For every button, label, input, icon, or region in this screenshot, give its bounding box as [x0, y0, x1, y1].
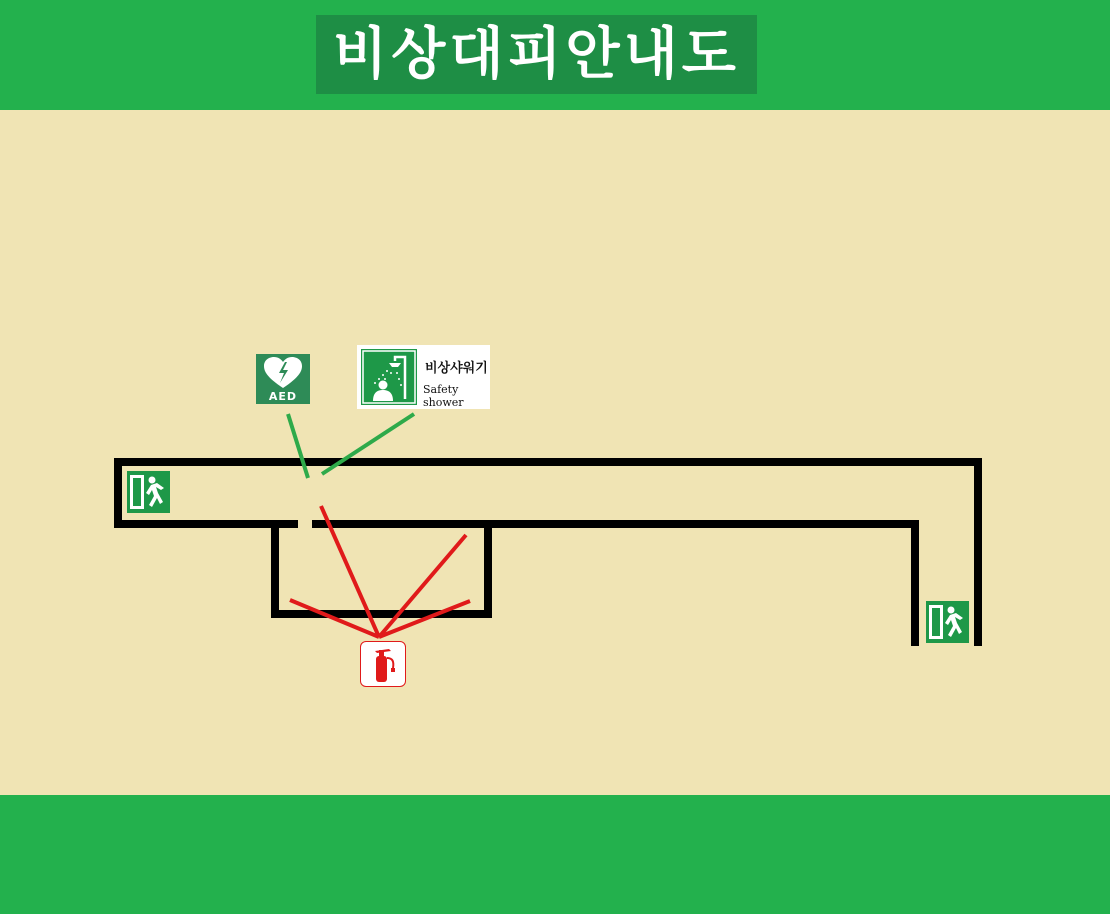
safety-shower-icon	[361, 349, 417, 405]
shower-label-english: Safety shower	[423, 383, 464, 409]
fire-extinguisher-sign	[360, 641, 406, 687]
page-title: 비상대피안내도	[333, 21, 740, 87]
safety-pointer-lines	[288, 414, 414, 478]
heart-defibrillator-icon	[256, 354, 310, 392]
exit-sign-right	[926, 601, 969, 643]
wall-top	[118, 462, 978, 642]
exit-sign-left	[127, 471, 170, 513]
shower-label-korean: 비상샤워기	[425, 361, 488, 376]
aed-label: AED	[268, 390, 298, 403]
aed-pointer-line	[288, 414, 308, 478]
wall-room-left	[275, 524, 488, 614]
aed-sign	[256, 354, 310, 404]
emergency-exit-running-man-icon	[127, 471, 170, 513]
safety-shower-sign	[357, 345, 490, 409]
emergency-exit-running-man-icon	[926, 601, 969, 643]
fire-extinguisher-icon	[361, 642, 404, 685]
walls	[118, 462, 978, 642]
